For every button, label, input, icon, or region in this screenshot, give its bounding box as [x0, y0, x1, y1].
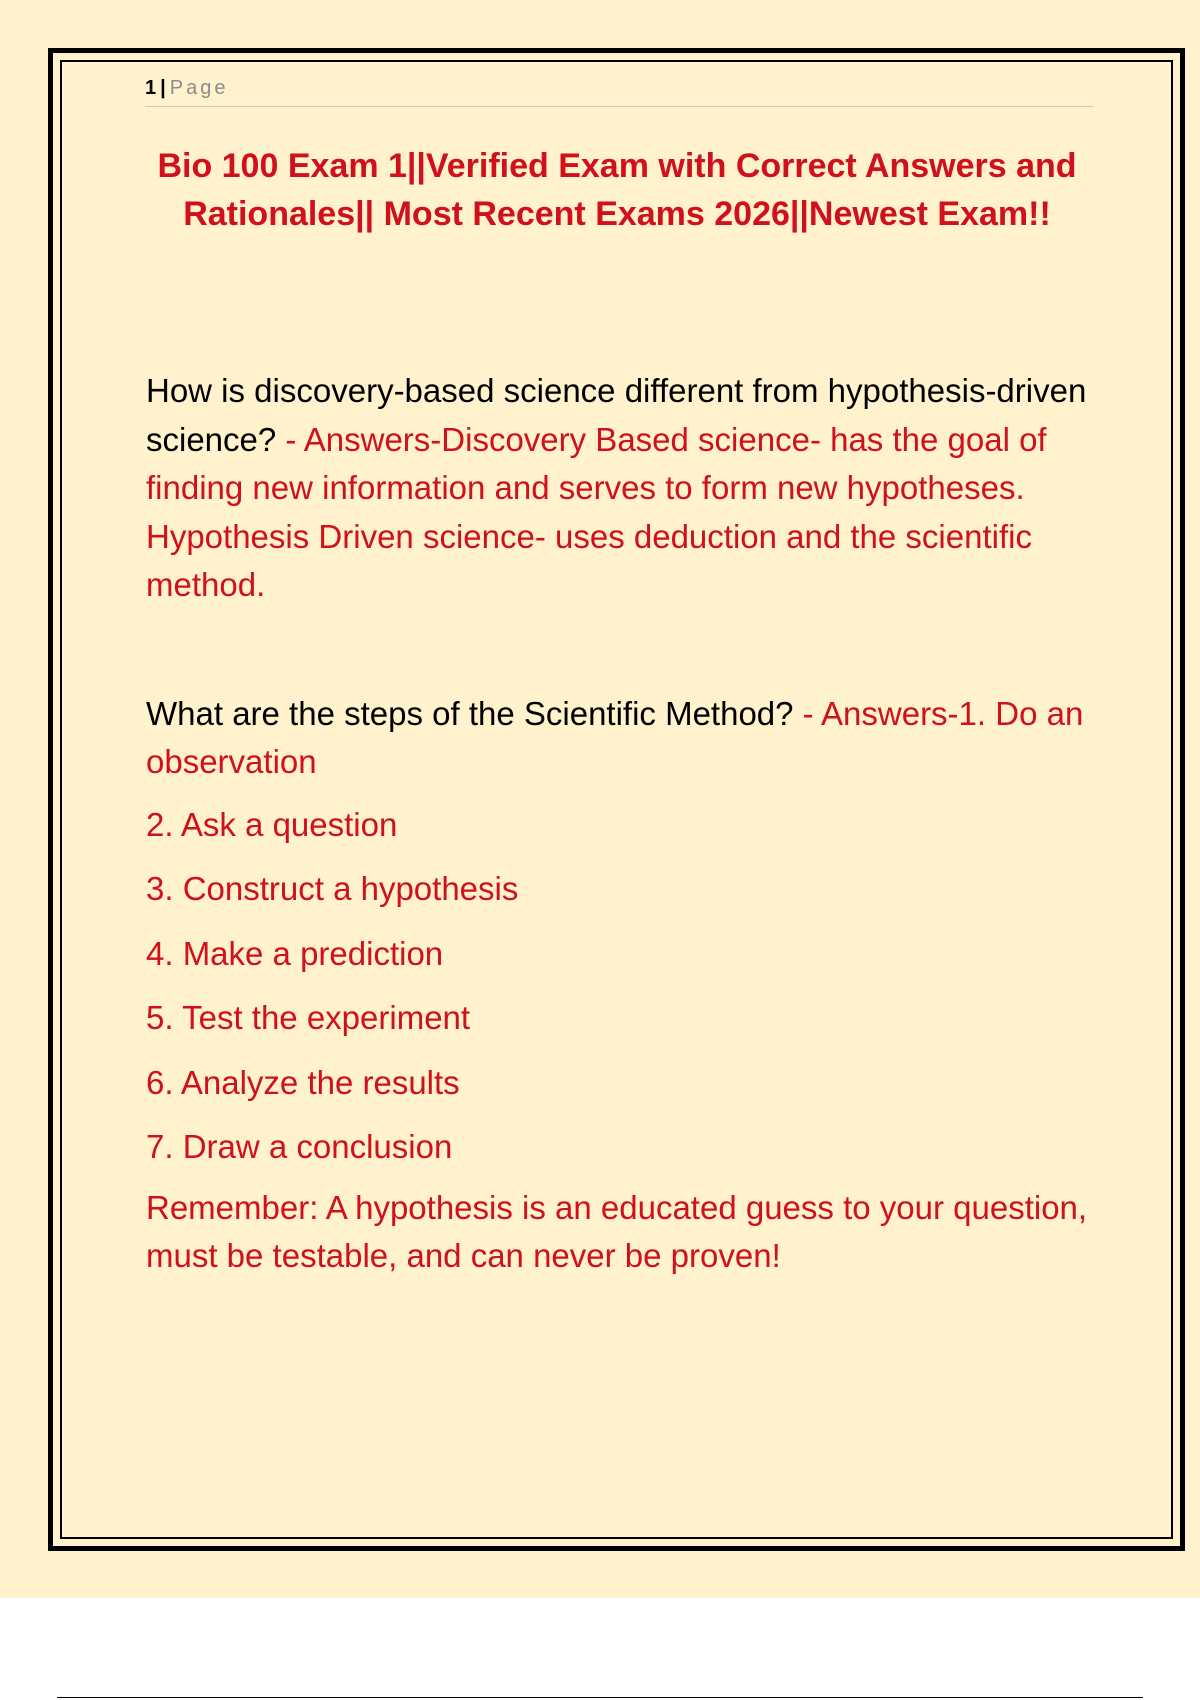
question-text: How is discovery-based science different from hypothesis-driven science?: [146, 372, 1087, 458]
step-item: 4. Make a prediction: [146, 934, 444, 972]
qa-item-2: [146, 690, 1096, 787]
step-item: 6. Analyze the results: [146, 1063, 460, 1101]
page-header-separator: |: [160, 77, 166, 99]
answer-text: - Answers-Discovery Based science- has the goal of finding new information and serves to form new hypotheses. Hypothesis Driven science- uses deduction and the scientific method.: [146, 420, 1047, 603]
remember-note: Remember: A hypothesis is an educated guess to your question, must be testable, and can never be proven!: [146, 1188, 1088, 1274]
step-item: 2. Ask a question: [146, 805, 398, 843]
question-text: What are the steps of the Scientific Method?: [146, 694, 794, 732]
page-header: [145, 74, 1093, 107]
step-item: 5. Test the experiment: [146, 999, 471, 1036]
page-number: 1: [145, 77, 157, 99]
next-page-rule: [57, 1697, 1143, 1698]
document-title: Bio 100 Exam 1||Verified Exam with Correct Answers and Rationales|| Most Recent Exams 2026||Newest Exam!!: [157, 147, 1077, 233]
qa-item-1: [146, 367, 1096, 610]
step-item: 3. Construct a hypothesis: [146, 870, 519, 907]
answer-text: - Answers-1. Do an observation: [146, 694, 1084, 780]
page-label: Page: [169, 77, 229, 99]
step-item: 7. Draw a conclusion: [146, 1128, 453, 1165]
document-body: [146, 367, 1096, 1281]
